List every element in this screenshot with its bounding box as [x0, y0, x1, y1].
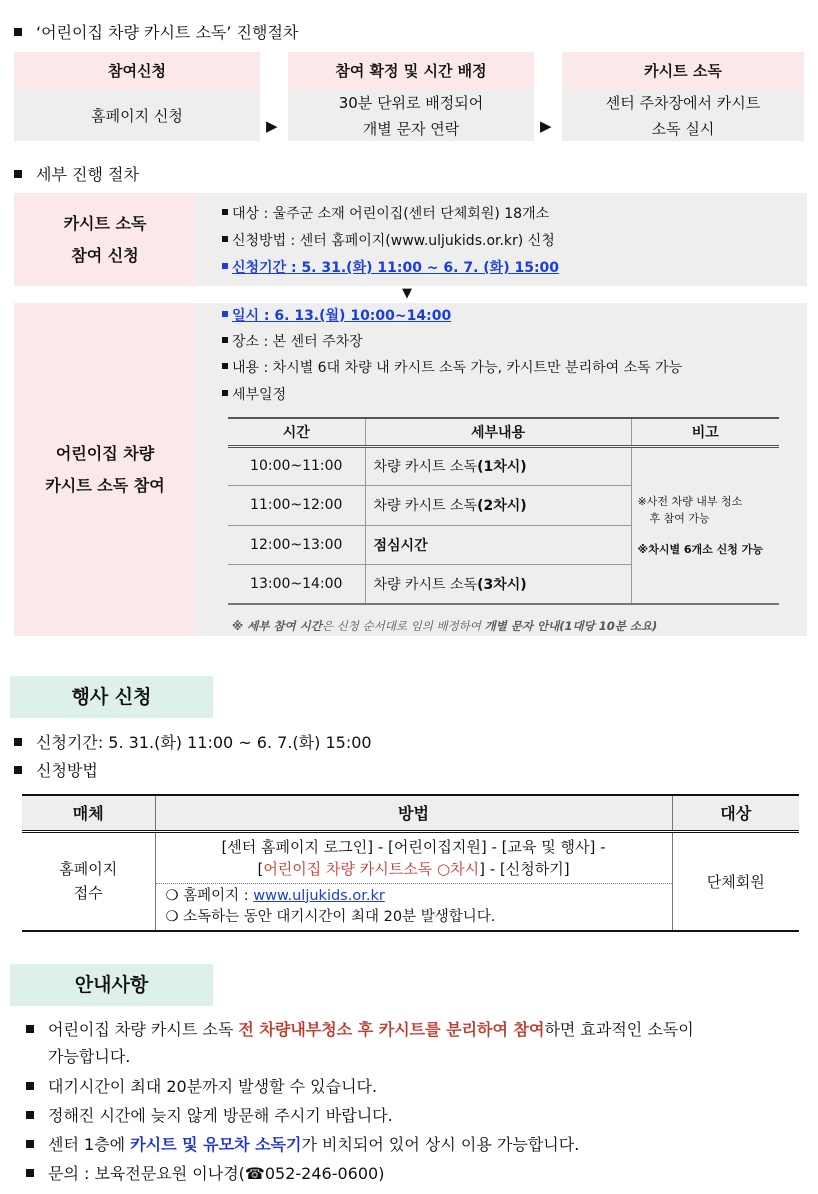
notice-text: 정해진 시간에 늦지 않게 방문해 주시기 바랍니다. — [48, 1106, 393, 1125]
row-time: 10:00~11:00 — [228, 446, 365, 486]
apply-label-line: 카시트 소독 — [63, 213, 147, 233]
notice-section-title: 안내사항 — [10, 964, 213, 1006]
notice-item — [26, 1017, 694, 1040]
bullet-square-icon — [26, 1025, 34, 1033]
bullet-square-icon — [222, 209, 228, 215]
bullet-square-icon — [14, 170, 22, 178]
process-step-disinfect — [562, 52, 804, 141]
target-cell: 단체회원 — [672, 831, 799, 931]
row-detail — [365, 525, 631, 565]
schedule-footnote — [232, 618, 657, 634]
step-body — [562, 90, 804, 141]
method-notes — [156, 884, 672, 930]
homepage-link[interactable]: www.uljukids.or.kr — [253, 887, 385, 904]
process-step-confirm — [288, 52, 534, 141]
step-body — [288, 90, 534, 141]
row-detail-text: 차량 카시트 소독 — [373, 498, 478, 515]
remark-line: ※사전 차량 내부 청소 — [637, 494, 743, 508]
method-path — [156, 833, 672, 884]
apply-target — [222, 203, 549, 223]
note-wait — [166, 907, 672, 928]
down-arrow-icon: ▼ — [402, 286, 412, 301]
notice-item-continued: 가능합니다. — [48, 1047, 131, 1066]
schedule-label-text: 세부일정 — [232, 387, 287, 403]
media-line: 접수 — [73, 884, 103, 902]
method-cell — [155, 831, 672, 931]
row-detail — [365, 446, 631, 486]
header-detail: 세부내용 — [365, 418, 631, 446]
row-detail-bold: 점심시간 — [373, 537, 428, 554]
notice-highlight: 카시트 및 유모차 소독기 — [130, 1135, 302, 1154]
bullet-square-icon — [14, 28, 22, 36]
bullet-square-icon — [222, 363, 228, 369]
schedule-header-row — [228, 418, 779, 446]
notice-text: 어린이집 차량 카시트 소독 — [48, 1020, 239, 1039]
apply-period-text: 신청기간 : 5. 31.(화) 11:00 ~ 6. 7. (화) 15:00 — [232, 260, 560, 276]
participate-datetime — [222, 305, 451, 325]
event-section-title: 행사 신청 — [10, 676, 213, 718]
header-media: 매체 — [22, 795, 155, 831]
method-table — [22, 794, 799, 932]
bullet-square-icon — [222, 311, 228, 317]
bullet-square-icon — [222, 263, 228, 269]
schedule-table — [228, 417, 779, 605]
participate-label-line: 카시트 소독 참여 — [45, 475, 165, 495]
process-heading-text: ‘어린이집 차량 카시트 소독’ 진행절차 — [36, 23, 299, 42]
row-time: 12:00~13:00 — [228, 525, 365, 565]
event-method — [14, 758, 98, 781]
header-target: 대상 — [672, 795, 799, 831]
bullet-square-icon — [26, 1140, 34, 1148]
step-body-line: 개별 문자 연락 — [362, 119, 460, 138]
phone-icon: ☎ — [244, 1164, 265, 1183]
notice-text: 가 비치되어 있어 상시 이용 가능합니다. — [301, 1135, 580, 1154]
bullet-square-icon — [222, 390, 228, 396]
apply-target-text: 대상 : 울주군 소재 어린이집(센터 단체회원) 18개소 — [232, 206, 550, 222]
bullet-square-icon — [26, 1169, 34, 1177]
note-wait-text: 소독하는 동안 대기시간이 최대 20분 발생합니다. — [183, 908, 496, 925]
row-detail-bold: (2차시) — [477, 498, 527, 515]
detail-heading — [14, 162, 139, 185]
right-arrow-icon: ▶ — [540, 117, 552, 135]
row-detail — [365, 565, 631, 605]
step-body-line: 소독 실시 — [651, 119, 715, 138]
row-detail-bold: (1차시) — [477, 459, 527, 476]
note-homepage — [166, 886, 672, 907]
participate-content — [222, 357, 682, 377]
row-detail — [365, 486, 631, 526]
right-arrow-icon: ▶ — [266, 117, 278, 135]
apply-method-text: 신청방법 : 센터 홈페이지(www.uljukids.or.kr) 신청 — [232, 233, 555, 249]
footnote-part: 은 신청 순서대로 임의 배정하여 — [321, 619, 485, 633]
event-method-text: 신청방법 — [36, 761, 98, 780]
circle-bullet-icon: ❍ — [165, 887, 179, 904]
bullet-square-icon — [26, 1111, 34, 1119]
path-highlight: 어린이집 차량 카시트소독 ○차시 — [263, 859, 480, 878]
table-row — [22, 831, 799, 931]
notice-text: 052-246-0600) — [264, 1164, 385, 1183]
row-remark — [631, 446, 779, 604]
row-detail-text: 차량 카시트 소독 — [373, 459, 478, 476]
footnote-part: 개별 문자 안내(1대당 10분 소요) — [484, 619, 658, 633]
remark-line: 후 참여 가능 — [649, 511, 710, 525]
header-method: 방법 — [155, 795, 672, 831]
step-title: 카시트 소독 — [562, 52, 804, 90]
process-heading — [14, 20, 298, 43]
notice-highlight: 전 차량내부청소 후 카시트를 분리하여 참여 — [238, 1020, 545, 1039]
participate-schedule-label — [222, 384, 286, 404]
notice-text: 문의 : 보육전문요원 이나경( — [48, 1164, 245, 1183]
event-period-text: 신청기간: 5. 31.(화) 11:00 ~ 6. 7.(화) 15:00 — [36, 733, 372, 752]
step-body-line: 센터 주차장에서 카시트 — [605, 93, 761, 112]
method-path-line — [156, 858, 672, 880]
participate-datetime-text: 일시 : 6. 13.(월) 10:00~14:00 — [232, 308, 452, 324]
participate-place — [222, 331, 363, 351]
notice-text: 하면 효과적인 소독이 — [544, 1020, 694, 1039]
detail-heading-text: 세부 진행 절차 — [36, 165, 139, 184]
method-path-line: [센터 홈페이지 로그인] - [어린이집지원] - [교육 및 행사] - — [221, 837, 606, 856]
apply-period — [222, 257, 559, 277]
apply-label-box — [14, 193, 196, 286]
header-remark: 비고 — [631, 418, 779, 446]
row-time: 11:00~12:00 — [228, 486, 365, 526]
participate-label-line: 어린이집 차량 — [55, 443, 155, 463]
row-time: 13:00~14:00 — [228, 565, 365, 605]
bullet-square-icon — [222, 236, 228, 242]
event-period — [14, 730, 372, 753]
process-step-apply — [14, 52, 260, 141]
method-header-row — [22, 795, 799, 831]
participate-content-text: 내용 : 차시별 6대 차량 내 카시트 소독 가능, 카시트만 분리하여 소독 가능 — [232, 360, 683, 376]
path-text: [ — [257, 859, 264, 878]
media-line: 홈페이지 — [59, 860, 118, 878]
apply-label-line: 참여 신청 — [71, 245, 139, 265]
apply-method — [222, 230, 555, 250]
step-body: 홈페이지 신청 — [14, 90, 260, 141]
path-text: ] - [신청하기] — [479, 859, 570, 878]
participate-label-box — [14, 303, 196, 636]
step-body-line: 30분 단위로 배정되어 — [338, 93, 484, 112]
media-cell — [22, 831, 155, 931]
step-title: 참여신청 — [14, 52, 260, 90]
notice-item — [26, 1103, 393, 1126]
row-detail-text: 차량 카시트 소독 — [373, 577, 478, 593]
notice-text: 센터 1층에 — [48, 1135, 131, 1154]
circle-bullet-icon: ❍ — [165, 908, 179, 925]
row-detail-bold: (3차시) — [477, 577, 527, 593]
notice-item — [26, 1074, 377, 1097]
participate-place-text: 장소 : 본 센터 주차장 — [232, 334, 363, 350]
remark-line: ※차시별 6개소 신청 가능 — [637, 542, 763, 556]
table-row — [228, 446, 779, 486]
step-title: 참여 확정 및 시간 배정 — [288, 52, 534, 90]
header-time: 시간 — [228, 418, 365, 446]
notice-text: 대기시간이 최대 20분까지 발생할 수 있습니다. — [48, 1077, 378, 1096]
notice-item — [26, 1161, 384, 1184]
bullet-square-icon — [14, 766, 22, 774]
note-label: 홈페이지 : — [183, 887, 254, 904]
footnote-part: ※ 세부 참여 시간 — [232, 619, 322, 633]
bullet-square-icon — [14, 738, 22, 746]
notice-item — [26, 1132, 579, 1155]
bullet-square-icon — [222, 337, 228, 343]
bullet-square-icon — [26, 1082, 34, 1090]
